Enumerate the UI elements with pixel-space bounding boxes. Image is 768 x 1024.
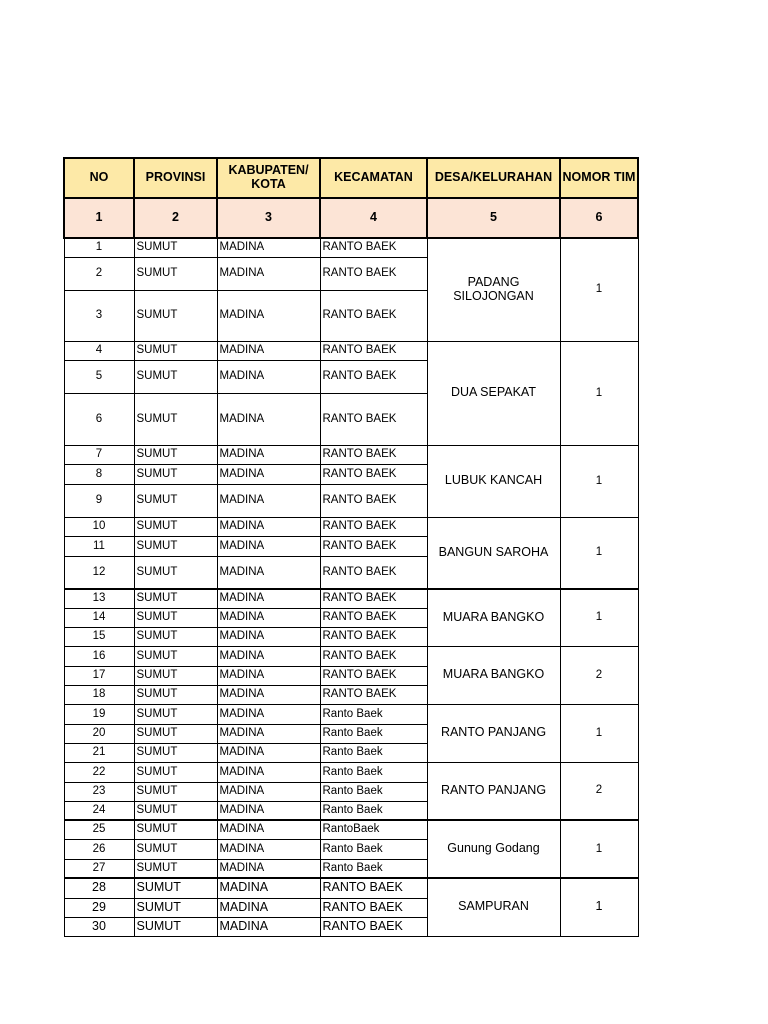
row-kabupaten: MADINA	[217, 704, 320, 724]
table-row	[64, 445, 638, 464]
row-kabupaten: MADINA	[217, 782, 320, 801]
row-no: 8	[64, 464, 134, 484]
row-kecamatan: Ranto Baek	[320, 704, 427, 724]
row-no: 20	[64, 724, 134, 743]
row-kecamatan: Ranto Baek	[320, 859, 427, 878]
row-kabupaten: MADINA	[217, 484, 320, 517]
row-provinsi: SUMUT	[134, 556, 217, 589]
column-number: 3	[217, 198, 320, 238]
row-kecamatan: RANTO BAEK	[320, 238, 427, 257]
desa-cell: MUARA BANGKO	[427, 646, 560, 704]
desa-cell: RANTO PANJANG	[427, 762, 560, 820]
row-kecamatan: RANTO BAEK	[320, 536, 427, 556]
row-kabupaten: MADINA	[217, 724, 320, 743]
row-kabupaten: MADINA	[217, 801, 320, 820]
row-no: 30	[64, 917, 134, 936]
row-no: 11	[64, 536, 134, 556]
row-no: 22	[64, 762, 134, 782]
row-kecamatan: Ranto Baek	[320, 762, 427, 782]
row-provinsi: SUMUT	[134, 704, 217, 724]
row-kabupaten: MADINA	[217, 341, 320, 360]
row-provinsi: SUMUT	[134, 341, 217, 360]
nomor-tim-cell: 2	[560, 646, 638, 704]
row-provinsi: SUMUT	[134, 898, 217, 917]
desa-cell: PADANG SILOJONGAN	[427, 238, 560, 341]
row-kecamatan: RANTO BAEK	[320, 517, 427, 536]
row-provinsi: SUMUT	[134, 762, 217, 782]
row-no: 6	[64, 393, 134, 445]
row-no: 29	[64, 898, 134, 917]
row-kabupaten: MADINA	[217, 762, 320, 782]
header-provinsi: PROVINSI	[134, 158, 217, 198]
row-kabupaten: MADINA	[217, 743, 320, 762]
table-row	[64, 878, 638, 898]
table-row	[64, 820, 638, 839]
row-no: 19	[64, 704, 134, 724]
row-kabupaten: MADINA	[217, 536, 320, 556]
row-kabupaten: MADINA	[217, 290, 320, 341]
row-kecamatan: RANTO BAEK	[320, 445, 427, 464]
row-kecamatan: RANTO BAEK	[320, 360, 427, 393]
desa-cell: SAMPURAN	[427, 878, 560, 936]
row-no: 24	[64, 801, 134, 820]
row-kabupaten: MADINA	[217, 517, 320, 536]
row-kabupaten: MADINA	[217, 820, 320, 839]
row-no: 4	[64, 341, 134, 360]
team-table	[63, 157, 639, 937]
row-kabupaten: MADINA	[217, 839, 320, 859]
header-row	[64, 158, 638, 198]
row-provinsi: SUMUT	[134, 589, 217, 608]
header-no: NO	[64, 158, 134, 198]
desa-cell: RANTO PANJANG	[427, 704, 560, 762]
row-kabupaten: MADINA	[217, 257, 320, 290]
row-kabupaten: MADINA	[217, 238, 320, 257]
row-kecamatan: Ranto Baek	[320, 724, 427, 743]
table-row	[64, 704, 638, 724]
row-kabupaten: MADINA	[217, 464, 320, 484]
row-kecamatan: RANTO BAEK	[320, 589, 427, 608]
row-no: 2	[64, 257, 134, 290]
row-kabupaten: MADINA	[217, 917, 320, 936]
row-no: 23	[64, 782, 134, 801]
row-provinsi: SUMUT	[134, 878, 217, 898]
row-kecamatan: RANTO BAEK	[320, 393, 427, 445]
row-kabupaten: MADINA	[217, 898, 320, 917]
desa-cell: BANGUN SAROHA	[427, 517, 560, 589]
row-kecamatan: Ranto Baek	[320, 839, 427, 859]
row-provinsi: SUMUT	[134, 801, 217, 820]
table-row	[64, 589, 638, 608]
row-kecamatan: RANTO BAEK	[320, 341, 427, 360]
desa-cell: LUBUK KANCAH	[427, 445, 560, 517]
row-provinsi: SUMUT	[134, 666, 217, 685]
row-provinsi: SUMUT	[134, 782, 217, 801]
row-kabupaten: MADINA	[217, 589, 320, 608]
row-kabupaten: MADINA	[217, 666, 320, 685]
row-no: 27	[64, 859, 134, 878]
row-provinsi: SUMUT	[134, 517, 217, 536]
row-no: 13	[64, 589, 134, 608]
row-kabupaten: MADINA	[217, 608, 320, 627]
row-no: 17	[64, 666, 134, 685]
table-row	[64, 762, 638, 782]
row-provinsi: SUMUT	[134, 484, 217, 517]
row-kecamatan: Ranto Baek	[320, 743, 427, 762]
nomor-tim-cell: 1	[560, 878, 638, 936]
nomor-tim-cell: 1	[560, 517, 638, 589]
row-kabupaten: MADINA	[217, 445, 320, 464]
row-kecamatan: RANTO BAEK	[320, 257, 427, 290]
row-kabupaten: MADINA	[217, 393, 320, 445]
table-row	[64, 341, 638, 360]
row-kabupaten: MADINA	[217, 646, 320, 666]
row-no: 25	[64, 820, 134, 839]
table-row	[64, 517, 638, 536]
row-kabupaten: MADINA	[217, 627, 320, 646]
header-nomor-tim: NOMOR TIM	[560, 158, 638, 198]
row-kecamatan: RANTO BAEK	[320, 917, 427, 936]
nomor-tim-cell: 1	[560, 445, 638, 517]
row-provinsi: SUMUT	[134, 536, 217, 556]
row-no: 9	[64, 484, 134, 517]
row-provinsi: SUMUT	[134, 393, 217, 445]
row-provinsi: SUMUT	[134, 820, 217, 839]
table-row	[64, 646, 638, 666]
row-no: 1	[64, 238, 134, 257]
row-provinsi: SUMUT	[134, 646, 217, 666]
row-kecamatan: RANTO BAEK	[320, 556, 427, 589]
desa-cell: MUARA BANGKO	[427, 589, 560, 646]
row-provinsi: SUMUT	[134, 445, 217, 464]
row-kecamatan: RANTO BAEK	[320, 608, 427, 627]
row-kecamatan: Ranto Baek	[320, 801, 427, 820]
column-number: 5	[427, 198, 560, 238]
row-no: 10	[64, 517, 134, 536]
row-kecamatan: RANTO BAEK	[320, 290, 427, 341]
row-kecamatan: RANTO BAEK	[320, 685, 427, 704]
row-no: 15	[64, 627, 134, 646]
row-no: 5	[64, 360, 134, 393]
row-kecamatan: RANTO BAEK	[320, 878, 427, 898]
row-kabupaten: MADINA	[217, 685, 320, 704]
row-no: 7	[64, 445, 134, 464]
row-no: 26	[64, 839, 134, 859]
row-provinsi: SUMUT	[134, 608, 217, 627]
header-kabupaten: KABUPATEN/ KOTA	[217, 158, 320, 198]
row-provinsi: SUMUT	[134, 464, 217, 484]
row-provinsi: SUMUT	[134, 360, 217, 393]
nomor-tim-cell: 1	[560, 704, 638, 762]
row-provinsi: SUMUT	[134, 290, 217, 341]
column-number: 2	[134, 198, 217, 238]
row-kecamatan: RantoBaek	[320, 820, 427, 839]
header-kecamatan: KECAMATAN	[320, 158, 427, 198]
column-number: 1	[64, 198, 134, 238]
row-kabupaten: MADINA	[217, 360, 320, 393]
row-kecamatan: RANTO BAEK	[320, 646, 427, 666]
row-no: 16	[64, 646, 134, 666]
column-number: 6	[560, 198, 638, 238]
row-provinsi: SUMUT	[134, 627, 217, 646]
table-row	[64, 238, 638, 257]
column-number: 4	[320, 198, 427, 238]
row-provinsi: SUMUT	[134, 685, 217, 704]
row-provinsi: SUMUT	[134, 724, 217, 743]
column-number-row	[64, 198, 638, 238]
nomor-tim-cell: 1	[560, 589, 638, 646]
row-provinsi: SUMUT	[134, 917, 217, 936]
row-no: 14	[64, 608, 134, 627]
nomor-tim-cell: 1	[560, 238, 638, 341]
row-kabupaten: MADINA	[217, 878, 320, 898]
row-kecamatan: RANTO BAEK	[320, 484, 427, 517]
row-kecamatan: RANTO BAEK	[320, 627, 427, 646]
row-kecamatan: RANTO BAEK	[320, 898, 427, 917]
row-no: 12	[64, 556, 134, 589]
row-kabupaten: MADINA	[217, 859, 320, 878]
nomor-tim-cell: 1	[560, 820, 638, 878]
row-provinsi: SUMUT	[134, 238, 217, 257]
row-kecamatan: Ranto Baek	[320, 782, 427, 801]
row-provinsi: SUMUT	[134, 743, 217, 762]
row-provinsi: SUMUT	[134, 839, 217, 859]
row-provinsi: SUMUT	[134, 859, 217, 878]
row-no: 3	[64, 290, 134, 341]
row-kabupaten: MADINA	[217, 556, 320, 589]
row-no: 18	[64, 685, 134, 704]
desa-cell: DUA SEPAKAT	[427, 341, 560, 445]
row-kecamatan: RANTO BAEK	[320, 464, 427, 484]
nomor-tim-cell: 1	[560, 341, 638, 445]
nomor-tim-cell: 2	[560, 762, 638, 820]
row-kecamatan: RANTO BAEK	[320, 666, 427, 685]
row-no: 21	[64, 743, 134, 762]
row-provinsi: SUMUT	[134, 257, 217, 290]
row-no: 28	[64, 878, 134, 898]
desa-cell: Gunung Godang	[427, 820, 560, 878]
header-desa: DESA/KELURAHAN	[427, 158, 560, 198]
